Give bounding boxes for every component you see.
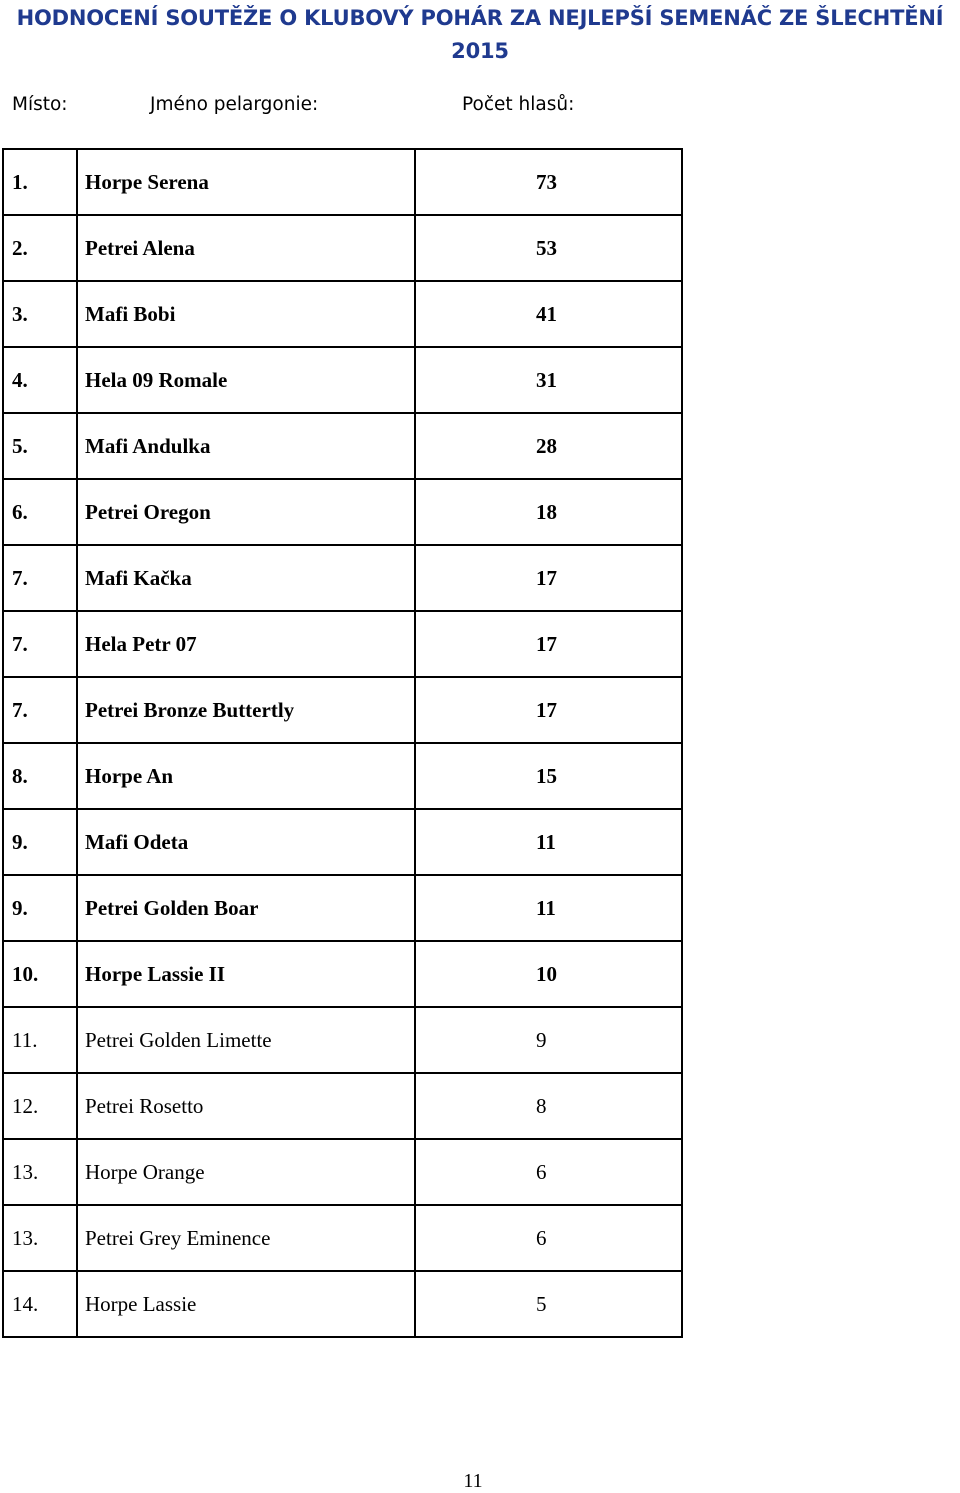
row-place: 14. [3,1271,77,1337]
row-name: Mafi Andulka [77,413,415,479]
row-votes: 6 [415,1139,682,1205]
row-place: 4. [3,347,77,413]
table-row [3,809,682,875]
table-row [3,1073,682,1139]
results-table [2,148,683,1338]
row-place: 13. [3,1139,77,1205]
table-row [3,281,682,347]
row-votes: 6 [415,1205,682,1271]
row-votes: 17 [415,611,682,677]
row-place: 9. [3,875,77,941]
row-votes: 17 [415,545,682,611]
row-place: 13. [3,1205,77,1271]
row-place: 9. [3,809,77,875]
row-name: Petrei Golden Limette [77,1007,415,1073]
table-row [3,743,682,809]
row-place: 5. [3,413,77,479]
row-votes: 11 [415,809,682,875]
table-row [3,611,682,677]
row-votes: 53 [415,215,682,281]
table-row [3,215,682,281]
row-votes: 5 [415,1271,682,1337]
row-place: 11. [3,1007,77,1073]
row-name: Hela 09 Romale [77,347,415,413]
row-place: 10. [3,941,77,1007]
document-title [0,2,960,68]
row-name: Horpe Serena [77,149,415,215]
page-number: 11 [463,1470,483,1492]
row-name: Mafi Odeta [77,809,415,875]
table-row [3,875,682,941]
row-votes: 31 [415,347,682,413]
row-votes: 28 [415,413,682,479]
row-votes: 73 [415,149,682,215]
row-votes: 9 [415,1007,682,1073]
row-votes: 17 [415,677,682,743]
table-row [3,1007,682,1073]
table-row [3,677,682,743]
row-place: 6. [3,479,77,545]
table-row [3,1271,682,1337]
row-name: Petrei Oregon [77,479,415,545]
row-place: 3. [3,281,77,347]
column-headers [0,94,960,124]
title-line-1: HODNOCENÍ SOUTĚŽE O KLUBOVÝ POHÁR ZA NEJLEPŠÍ SEMENÁČ ZE ŠLECHTĚNÍ [16,6,944,30]
row-place: 7. [3,545,77,611]
row-name: Petrei Alena [77,215,415,281]
row-votes: 8 [415,1073,682,1139]
results-table-body [3,149,682,1337]
table-row [3,149,682,215]
row-votes: 11 [415,875,682,941]
row-name: Petrei Rosetto [77,1073,415,1139]
header-place: Místo: [12,94,68,115]
row-name: Petrei Golden Boar [77,875,415,941]
row-place: 2. [3,215,77,281]
row-name: Horpe Orange [77,1139,415,1205]
table-row [3,413,682,479]
row-place: 1. [3,149,77,215]
row-name: Horpe An [77,743,415,809]
title-line-2: 2015 [451,39,509,63]
header-votes: Počet hlasů: [462,94,575,115]
row-name: Hela Petr 07 [77,611,415,677]
table-row [3,941,682,1007]
row-place: 8. [3,743,77,809]
row-name: Horpe Lassie II [77,941,415,1007]
row-votes: 10 [415,941,682,1007]
table-row [3,1205,682,1271]
row-place: 12. [3,1073,77,1139]
row-votes: 41 [415,281,682,347]
row-votes: 15 [415,743,682,809]
row-place: 7. [3,611,77,677]
table-row [3,347,682,413]
row-place: 7. [3,677,77,743]
row-name: Horpe Lassie [77,1271,415,1337]
row-name: Mafi Bobi [77,281,415,347]
table-row [3,545,682,611]
table-row [3,1139,682,1205]
header-name: Jméno pelargonie: [150,94,319,115]
row-votes: 18 [415,479,682,545]
row-name: Mafi Kačka [77,545,415,611]
row-name: Petrei Grey Eminence [77,1205,415,1271]
table-row [3,479,682,545]
row-name: Petrei Bronze Buttertly [77,677,415,743]
